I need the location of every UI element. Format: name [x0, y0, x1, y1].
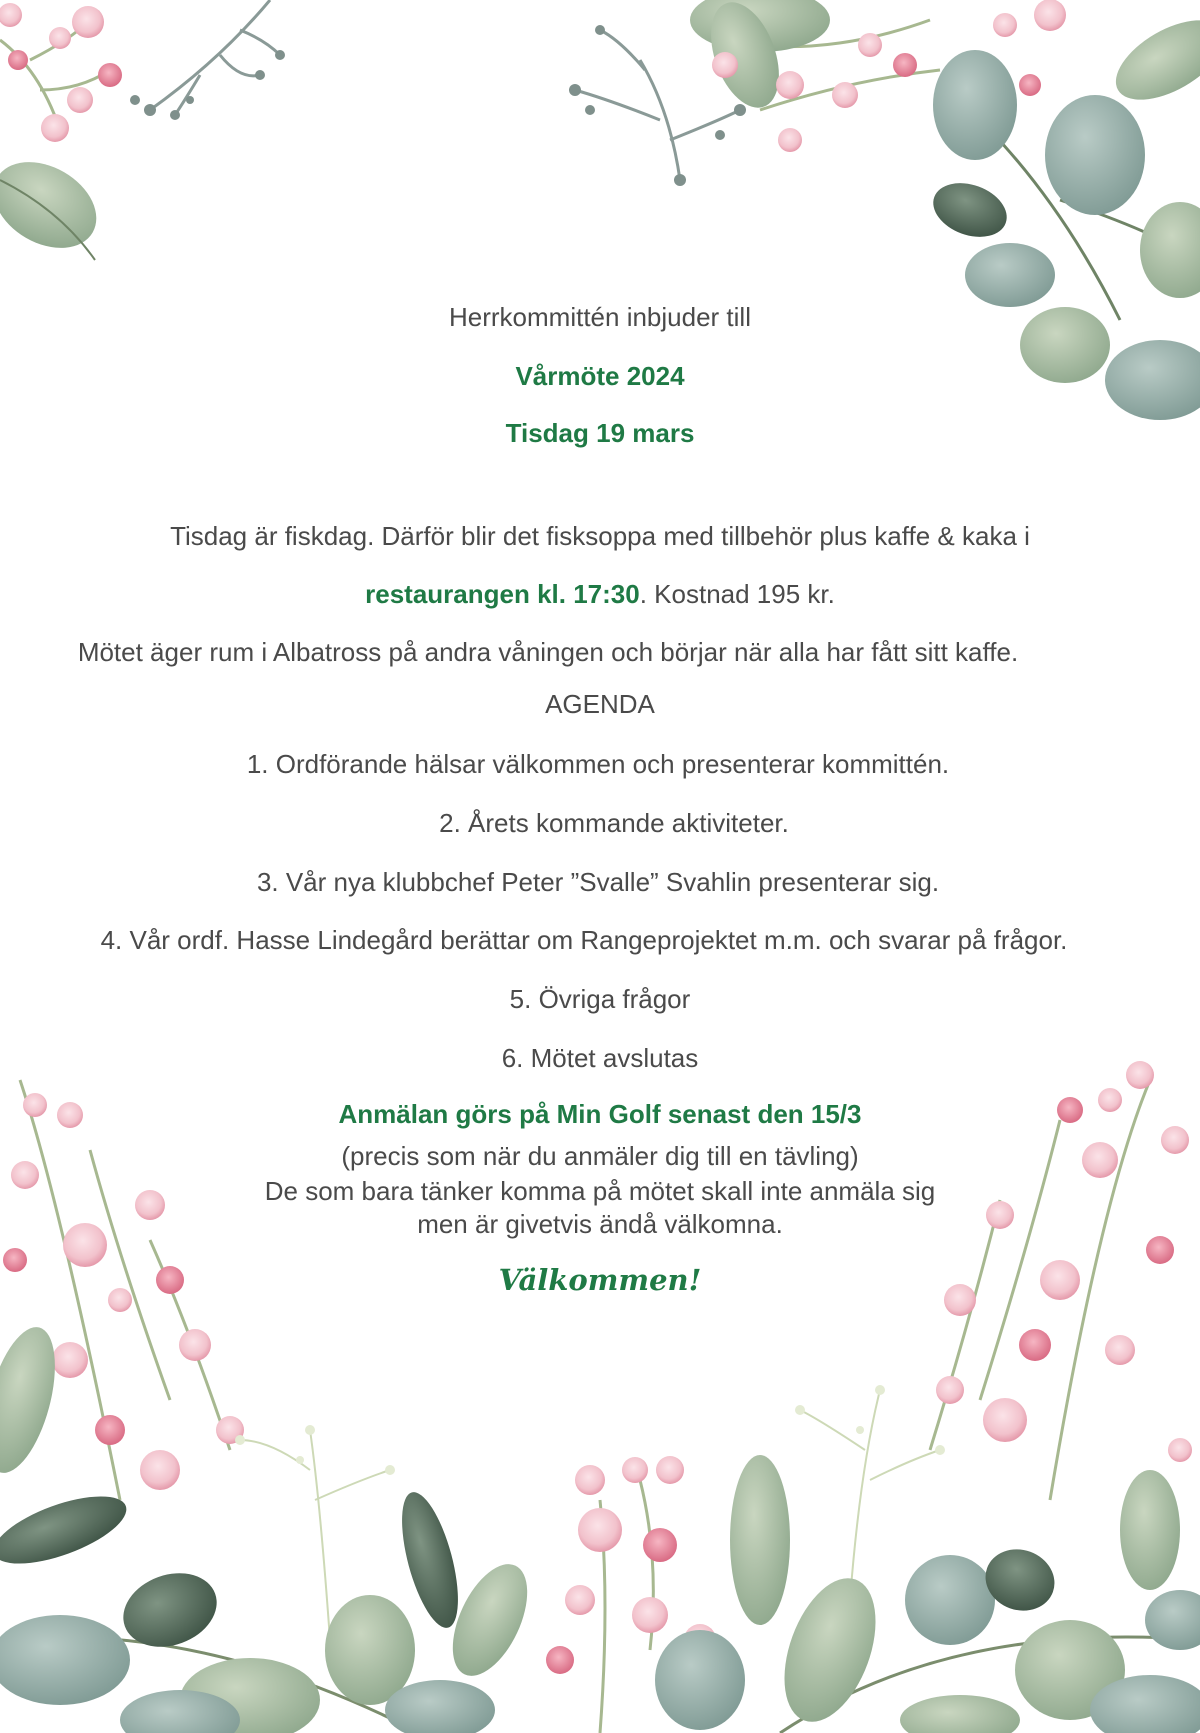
intro-location-line — [0, 578, 1200, 610]
agenda-item: 4. Vår ordf. Hasse Lindegård berättar om Rangeprojektet m.m. och svarar på frågor. — [100, 925, 1068, 955]
agenda-item: 5. Övriga frågor — [509, 984, 691, 1014]
restaurant-time: restaurangen kl. 17:30 — [365, 579, 640, 609]
event-date: Tisdag 19 mars — [505, 418, 695, 448]
registration-note: De som bara tänker komma på mötet skall inte anmäla sig — [264, 1176, 936, 1206]
agenda-item: 2. Årets kommande aktiviteter. — [439, 808, 789, 838]
welcome-greeting: Välkommen! — [498, 1263, 702, 1297]
agenda-item: 3. Vår nya klubbchef Peter ”Svalle” Svahlin presenterar sig. — [256, 867, 940, 897]
cost-text: . Kostnad 195 kr. — [639, 579, 835, 609]
agenda-heading: AGENDA — [545, 689, 655, 719]
meeting-info: Mötet äger rum i Albatross på andra våningen och börjar när alla har fått sitt kaffe. — [77, 637, 1019, 667]
registration-info: Anmälan görs på Min Golf senast den 15/3 — [338, 1099, 862, 1129]
host-line: Herrkommittén inbjuder till — [449, 302, 751, 332]
registration-note: (precis som när du anmäler dig till en tävling) — [341, 1141, 859, 1171]
registration-note: men är givetvis ändå välkomna. — [417, 1209, 783, 1239]
agenda-item: 1. Ordförande hälsar välkommen och presenterar kommittén. — [246, 749, 950, 779]
agenda-item: 6. Mötet avslutas — [501, 1043, 699, 1073]
intro-line: Tisdag är fiskdag. Därför blir det fisksoppa med tillbehör plus kaffe & kaka i — [170, 521, 1030, 551]
event-title: Vårmöte 2024 — [515, 361, 685, 391]
